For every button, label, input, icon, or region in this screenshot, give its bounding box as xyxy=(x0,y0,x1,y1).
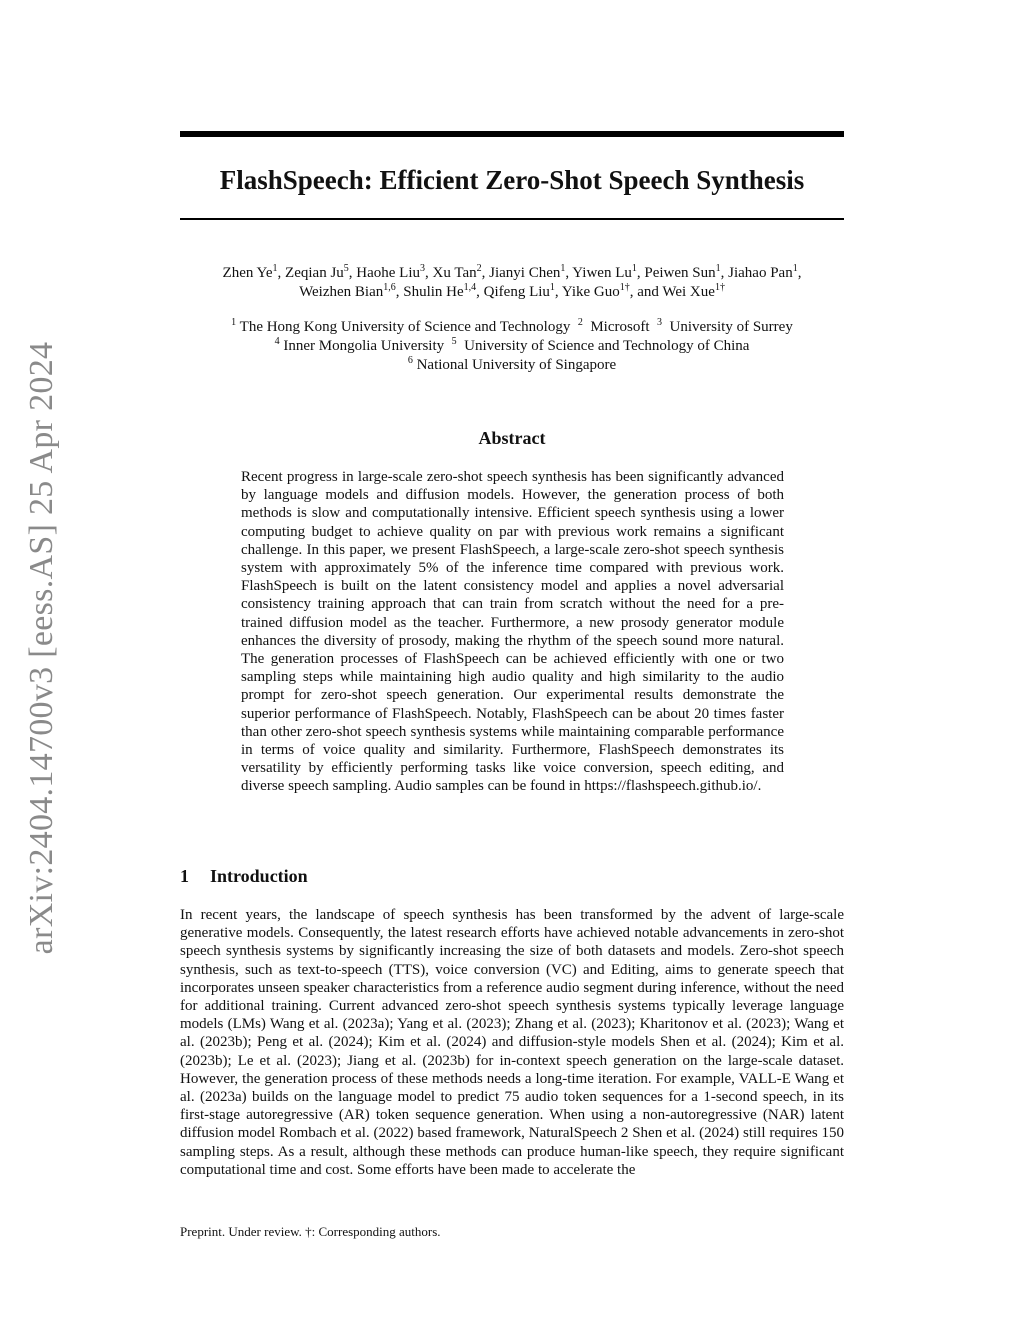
affiliation-list: $^1$ The Hong Kong University of Science and Technology $^2$ Microsoft $^3$ University of Surrey $^4$ Inner Mongolia University $^5$ University of Science and Technology of China $^6$ National University of Singapore xyxy=(231,317,793,373)
paper-title: FlashSpeech: Efficient Zero-Shot Speech Synthesis xyxy=(219,165,805,195)
arxiv-identifier: arXiv:2404.14700v3 [eess.AS] 25 Apr 2024 xyxy=(23,341,60,955)
introduction-text: In recent years, the landscape of speech synthesis has been transformed by the advent of large-scale generative models. Consequently, the latest research efforts have achieved notable advancements in zero-shot speech synthesis systems by significantly increasing the size of both datasets and models. Zero-shot speech synthesis, such as text-to-speech (TTS), voice conversion (VC) and Editing, aims to generate speech that incorporates unseen speaker characteristics from a reference audio segment during inference, without the need for additional training. Current advanced zero-shot speech synthesis systems typically leverage language models (LMs) Wang et al. (2023a); Yang et al. (2023); Zhang et al. (2023); Kharitonov et al. (2023); Wang et al. (2023b); Peng et al. (2024); Kim et al. (2024) and diffusion-style models Shen et al. (2024); Kim et al. (2023b); Le et al. (2023); Jiang et al. (2023b) for in-context speech generation on the large-scale dataset. However, the generation process of these methods needs a long-time iteration. For example, VALL-E Wang et al. (2023a) builds on the language model to predict 75 audio token sequences for a 1-second speech, in its first-stage autoregressive (AR) token sequence generation. When using a non-autoregressive (NAR) latent diffusion model Rombach et al. (2022) based framework, NaturalSpeech 2 Shen et al. (2024) still requires 150 sampling steps. As a result, although these methods can produce human-like speech, they require significant computational time and cost. Some efforts have been made to accelerate the xyxy=(180,907,844,1178)
section-number: 1 xyxy=(180,866,189,886)
author-list: Zhen Ye$^1$, Zeqian Ju$^5$, Haohe Liu$^3$, Xu Tan$^2$, Jianyi Chen$^1$, Yiwen Lu$^1$, Peiwen Sun$^1$, Jiahao Pan$^1$, Weizhen Bian$^{1,6}$, Shulin He$^{1,4}$, Qifeng Liu$^1$, Yike Guo$^{1\dagger}$, and Wei Xue$^{1\dagger}$ xyxy=(222,263,802,300)
footnote: Preprint. Under review. †: Corresponding authors. xyxy=(180,1224,441,1239)
section-title: Introduction xyxy=(210,866,308,886)
title-rule-bottom xyxy=(180,218,844,220)
abstract-text: Recent progress in large-scale zero-shot speech synthesis has been significantly advanced by language models and diffusion models. However, the generation process of both methods is slow and computationally intensive. Efficient speech synthesis using a lower computing budget to achieve quality on par with previous work remains a significant challenge. In this paper, we present FlashSpeech, a large-scale zero-shot speech synthesis system with approximately 5% of the inference time compared with previous work. FlashSpeech is built on the latent consistency model and applies a novel adversarial consistency training approach that can train from scratch without the need for a pre-trained diffusion model as the teacher. Furthermore, a new prosody generator module enhances the diversity of prosody, making the rhythm of the speech sound more natural. The generation processes of FlashSpeech can be achieved efficiently with one or two sampling steps while maintaining high audio quality and high similarity to the audio prompt for zero-shot speech generation. Our experimental results demonstrate the superior performance of FlashSpeech. Notably, FlashSpeech can be about 20 times faster than other zero-shot speech synthesis systems while maintaining comparable performance in terms of voice quality and similarity. Furthermore, FlashSpeech demonstrates its versatility by efficiently performing tasks like voice conversion, speech editing, and diverse speech sampling. Audio samples can be found in https://flashspeech.github.io/. xyxy=(241,469,784,795)
section-heading xyxy=(180,865,308,887)
abstract-heading: Abstract xyxy=(478,428,546,448)
title-rule-top xyxy=(180,131,844,137)
